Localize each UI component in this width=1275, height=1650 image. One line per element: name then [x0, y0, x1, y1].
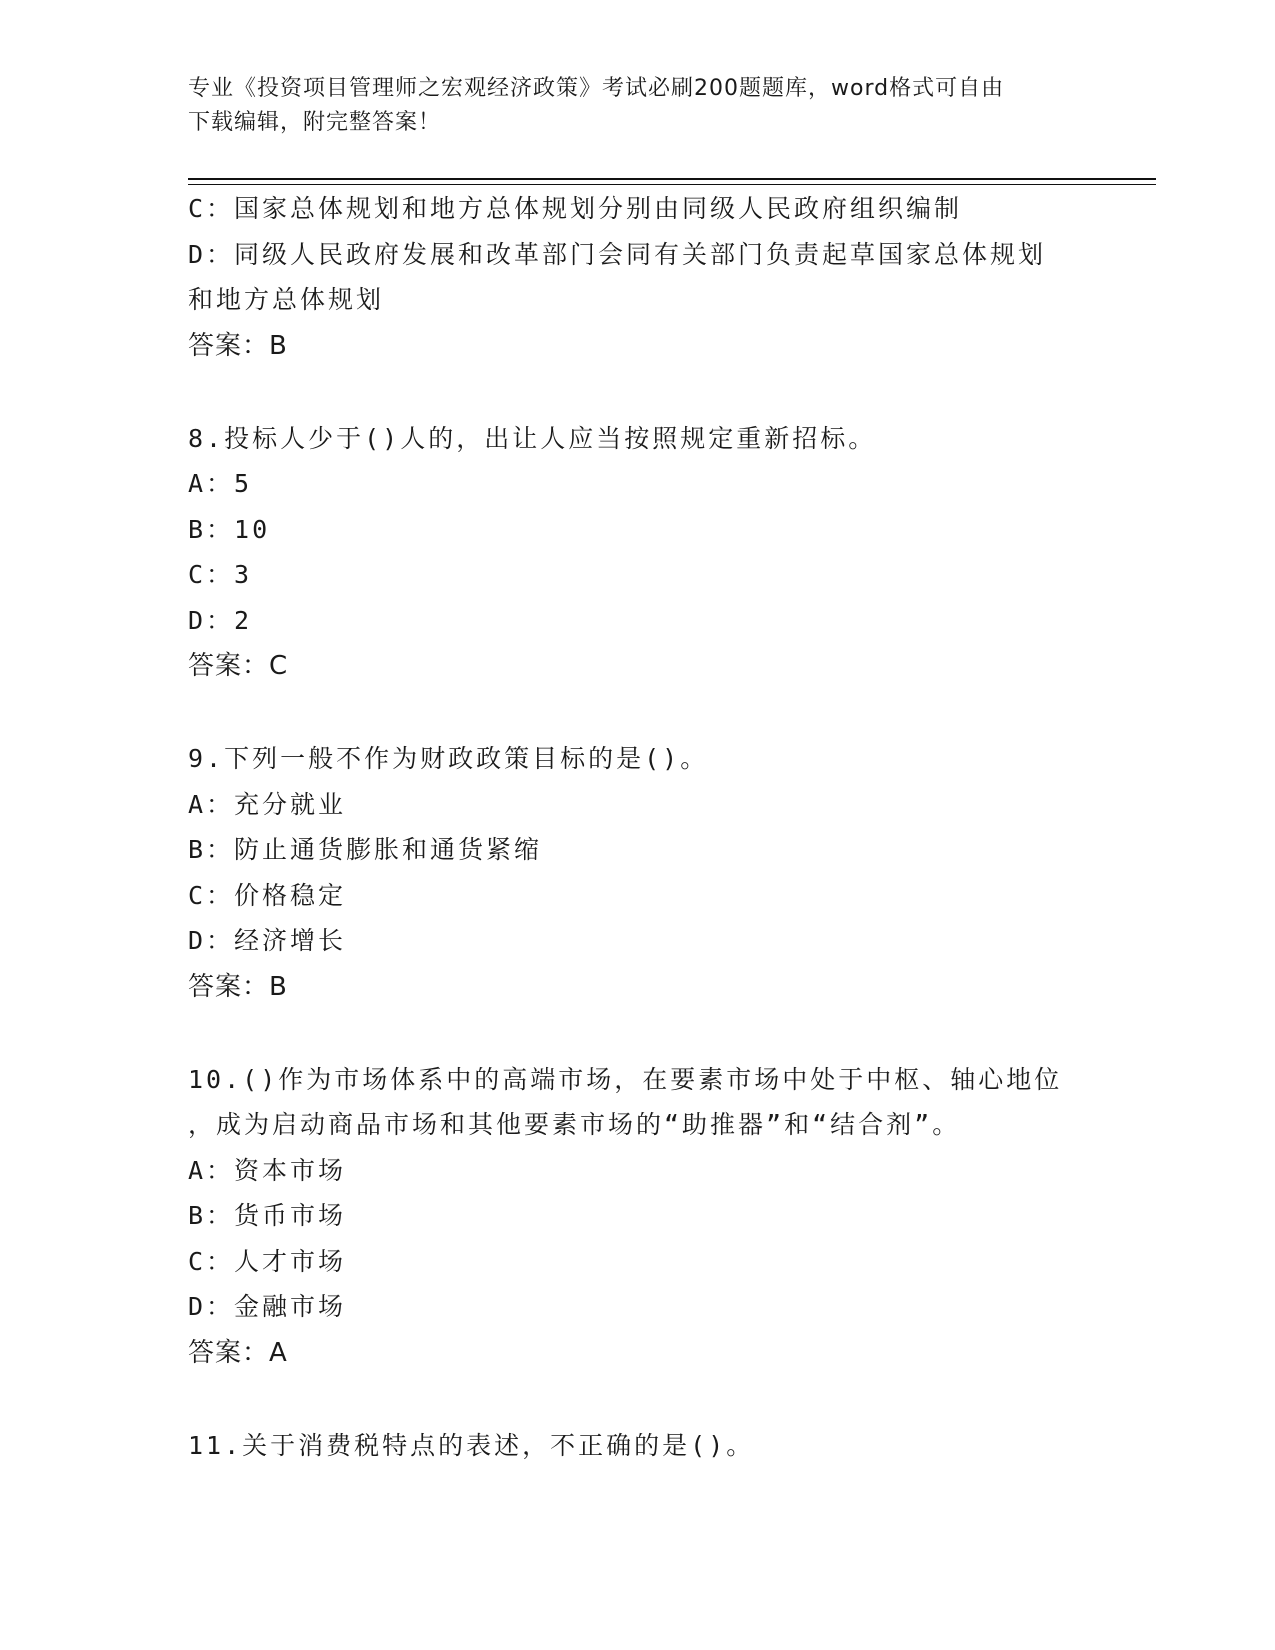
option-c: C：3	[188, 560, 253, 589]
option-a: A：5	[188, 469, 253, 498]
answer-line: 答案：B	[188, 330, 288, 361]
question-stem-continued: ，成为启动商品市场和其他要素市场的“助推器”和“结合剂”。	[188, 1110, 961, 1139]
question-stem: 8.投标人少于()人的，出让人应当按照规定重新招标。	[188, 423, 877, 453]
option-b: B：货币市场	[188, 1201, 347, 1230]
header-line-1: 专业《投资项目管理师之宏观经济政策》考试必刷200题题库，word格式可自由	[188, 76, 1005, 101]
option-d: D：金融市场	[188, 1292, 347, 1321]
option-d: D：经济增长	[188, 926, 347, 955]
option-b: B：防止通货膨胀和通货紧缩	[188, 835, 543, 864]
spacer	[188, 1010, 1088, 1057]
question-11	[188, 1423, 1088, 1469]
option-d: D：2	[188, 605, 253, 635]
question-content	[188, 186, 1088, 1468]
header-divider-thick	[188, 178, 1156, 180]
option-c: C：人才市场	[188, 1246, 347, 1276]
answer-line: 答案：A	[188, 1337, 288, 1368]
document-header	[188, 72, 1088, 140]
header-divider-thin	[188, 184, 1156, 185]
question-10	[188, 1057, 1088, 1376]
prev-question-block	[188, 186, 1088, 369]
answer-line: 答案：B	[188, 971, 288, 1002]
option-b: B：10	[188, 514, 271, 544]
question-8	[188, 416, 1088, 690]
answer-line: 答案：C	[188, 651, 289, 681]
question-stem: 9.下列一般不作为财政政策目标的是()。	[188, 744, 709, 773]
header-line-2: 下载编辑，附完整答案！	[188, 110, 442, 135]
option-a: A：资本市场	[188, 1155, 347, 1185]
option-a: A：充分就业	[188, 789, 347, 819]
question-stem: 11.关于消费税特点的表述，不正确的是()。	[188, 1430, 755, 1460]
question-stem: 10.()作为市场体系中的高端市场，在要素市场中处于中枢、轴心地位	[188, 1064, 1063, 1094]
option-d: D：同级人民政府发展和改革部门会同有关部门负责起草国家总体规划	[188, 239, 1047, 269]
option-c: C：国家总体规划和地方总体规划分别由同级人民政府组织编制	[188, 194, 963, 223]
spacer	[188, 689, 1088, 736]
spacer	[188, 369, 1088, 416]
question-9	[188, 736, 1088, 1010]
spacer	[188, 1376, 1088, 1423]
option-d-continued: 和地方总体规划	[188, 285, 385, 314]
option-c: C：价格稳定	[188, 880, 347, 910]
